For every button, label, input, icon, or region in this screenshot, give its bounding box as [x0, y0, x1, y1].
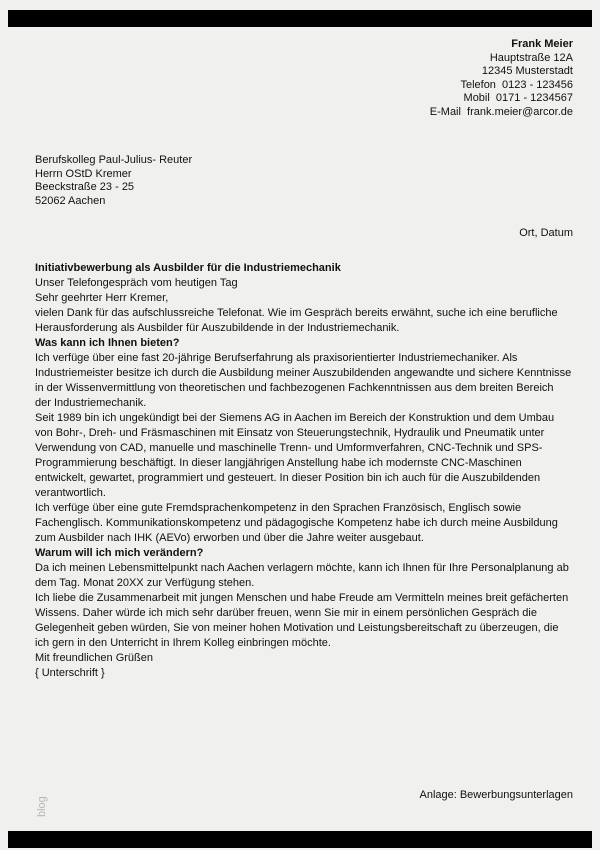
sender-name: Frank Meier	[511, 38, 573, 50]
signature-placeholder: { Unterschrift }	[35, 667, 105, 679]
sender-street: Hauptstraße 12A	[489, 51, 573, 64]
sender-block	[430, 38, 573, 119]
salutation: Sehr geehrter Herr Kremer,	[35, 292, 169, 304]
sender-phone: Telefon 0123 - 123456	[460, 78, 573, 91]
sender-email: E-Mail frank.meier@arcor.de	[429, 105, 573, 118]
sender-mobile: Mobil 0171 - 1234567	[463, 92, 573, 104]
paragraph-motivation: Ich liebe die Zusammenarbeit mit jungen Menschen und habe Freude am Vermitteln meines breit gefächerten Wissens. Daher würde ich mich sehr darüber freuen, wenn Sie mir in einem persönlichen Gespräch die Gelegenheit geben würden, Sie von meiner hohen Motivation und Leistungsbereitschaft zu überzeugen, die ich gern in den Unterricht in Ihrem Kolleg einbringen möchte.	[35, 592, 569, 649]
paragraph-experience: Ich verfüge über eine fast 20-jährige Berufserfahrung als praxisorientierter Industriemechaniker. Als Industriemeister besitze ich durch die Ausbildung meiner Auszubildenden angewandte und sichere Kenntnisse in der Wissenvermittlung von theoretischen und fachbezogenen Fachkenntnissen aus dem breiten Bereich der Industriemechanik.	[35, 352, 572, 409]
bottom-black-bar	[8, 831, 592, 848]
recipient-city: 52062 Aachen	[35, 194, 106, 207]
paragraph-relocation: Da ich meinen Lebensmittelpunkt nach Aachen verlagern möchte, kann ich Ihnen für Ihre Personalplanung ab dem Tag. Monat 20XX zur Verfügung stehen.	[35, 562, 569, 589]
watermark-blog: blog	[36, 796, 48, 817]
subject-title: Initiativbewerbung als Ausbilder für die Industriemechanik	[35, 262, 341, 274]
section-heading-offer: Was kann ich Ihnen bieten?	[35, 337, 180, 349]
paragraph-siemens: Seit 1989 bin ich ungekündigt bei der Siemens AG in Aachen im Bereich der Konstruktion und dem Umbau von Bohr-, Dreh- und Fräsmaschinen mit Einsatz von Steuerungstechnik, Hydraulik und Pneumatik unter Verwendung von CAD, manuelle und maschinelle Trenn- und Umformverfahren, CNC-Technik und SPS-Programmierung beschäftigt. In dieser langjährigen Anstellung habe ich modernste CNC-Maschinen entwickelt, gewartet, programmiert und gesteuert. In dieser Position bin ich auch für die Auszubildenden verantwortlich.	[35, 412, 555, 499]
enclosure-note: Anlage: Bewerbungsunterlagen	[419, 789, 573, 801]
recipient-street: Beeckstraße 23 - 25	[35, 181, 135, 193]
paragraph-competences: Ich verfüge über eine gute Fremdsprachenkompetenz in den Sprachen Französisch, Englisch sowie Fachenglisch. Kommunikationskompetenz und pädagogische Kompetenz habe ich durch meine Ausbildung zum Ausbilder nach IHK (AEVo) erworben und über die Jahre weiter ausgebaut.	[35, 502, 558, 544]
top-black-bar	[8, 10, 592, 27]
sender-city: 12345 Musterstadt	[481, 65, 573, 77]
section-heading-change: Warum will ich mich verändern?	[35, 547, 204, 559]
recipient-block	[35, 154, 192, 208]
closing-phrase: Mit freundlichen Grüßen	[35, 652, 153, 664]
recipient-organization: Berufskolleg Paul-Julius- Reuter	[35, 154, 193, 166]
subject-subtitle: Unser Telefongespräch vom heutigen Tag	[35, 277, 238, 289]
paragraph-intro: vielen Dank für das aufschlussreiche Telefonat. Wie im Gespräch bereits erwähnt, suche ich eine berufliche Herausforderung als Ausbilder für Auszubildende in der Industriemechanik.	[35, 307, 558, 334]
date-line: Ort, Datum	[519, 227, 573, 239]
letter-body	[35, 261, 572, 681]
recipient-person: Herrn OStD Kremer	[35, 167, 132, 180]
